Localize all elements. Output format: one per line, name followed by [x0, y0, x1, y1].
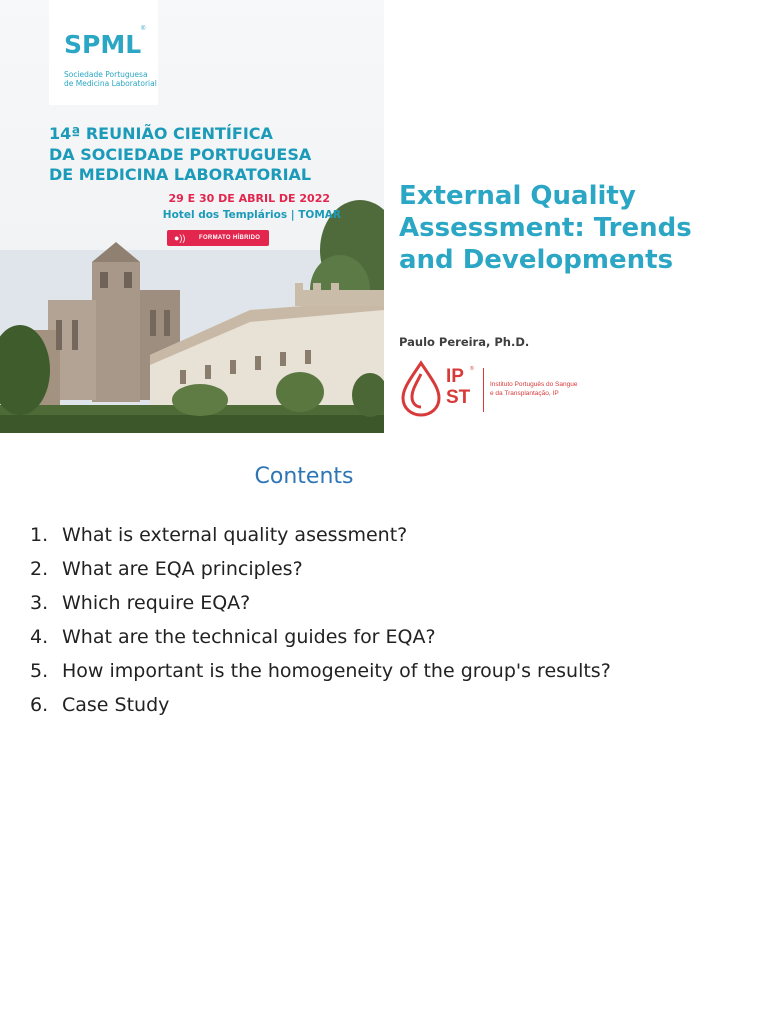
ipst-logo-st: ST — [446, 387, 471, 408]
list-item — [30, 620, 611, 654]
event-title — [49, 124, 379, 186]
person-broadcast-icon: ●)) — [174, 233, 186, 243]
spml-logo — [49, 0, 158, 105]
list-item — [30, 518, 611, 552]
event-dates: 29 E 30 DE ABRIL DE 2022 — [168, 192, 330, 205]
list-item — [30, 552, 611, 586]
list-item-text: Case Study — [62, 694, 170, 716]
event-title-line: DA SOCIEDADE PORTUGUESA — [49, 144, 312, 164]
spml-subtitle-line: de Medicina Laboratorial — [64, 79, 157, 88]
list-item — [30, 688, 611, 722]
event-title-line: 14ª REUNIÃO CIENTÍFICA — [49, 124, 273, 143]
list-item-text: What are EQA principles? — [62, 558, 303, 580]
list-item — [30, 586, 611, 620]
spml-registered-mark: ® — [141, 26, 146, 32]
ipst-name-line: Instituto Português do Sangue — [490, 381, 578, 388]
ipst-institution-name — [490, 380, 577, 398]
list-item-number: 4. — [30, 626, 49, 648]
list-item-number: 3. — [30, 592, 49, 614]
format-label: FORMATO HÍBRIDO — [199, 235, 261, 241]
ipst-name-line: e da Transplantação, IP — [490, 390, 559, 397]
ipst-logo-ip: IP — [446, 366, 464, 387]
list-item-number: 5. — [30, 660, 49, 682]
list-item-text: Which require EQA? — [62, 592, 251, 614]
ipst-registered-mark: ® — [470, 366, 474, 372]
blood-drop-icon — [399, 360, 443, 420]
list-item-number: 2. — [30, 558, 49, 580]
author-name: Paulo Pereira, Ph.D. — [399, 335, 530, 349]
spml-logo-subtitle — [64, 70, 157, 88]
contents-heading: Contents — [254, 464, 354, 489]
talk-title-line: and Developments — [399, 245, 674, 275]
talk-title-line: External Quality — [399, 181, 636, 211]
ipst-logo — [399, 360, 599, 420]
list-item-text: What is external quality asessment? — [62, 524, 408, 546]
spml-subtitle-line: Sociedade Portuguesa — [64, 70, 148, 79]
talk-title — [399, 180, 759, 276]
event-venue: Hotel dos Templários | TOMAR — [162, 209, 341, 221]
event-title-line: DE MEDICINA LABORATORIAL — [49, 165, 312, 184]
spml-logo-mark: SPML — [64, 30, 142, 59]
event-banner — [0, 0, 384, 433]
ipst-divider — [483, 368, 484, 412]
list-item-text: What are the technical guides for EQA? — [62, 626, 436, 648]
list-item — [30, 654, 611, 688]
list-item-number: 6. — [30, 694, 49, 716]
title-slide — [0, 0, 768, 433]
talk-title-line: Assessment: Trends — [399, 213, 692, 243]
list-item-number: 1. — [30, 524, 49, 546]
contents-list — [30, 518, 611, 722]
list-item-text: How important is the homogeneity of the group's results? — [62, 660, 611, 682]
hybrid-format-badge — [167, 230, 269, 246]
